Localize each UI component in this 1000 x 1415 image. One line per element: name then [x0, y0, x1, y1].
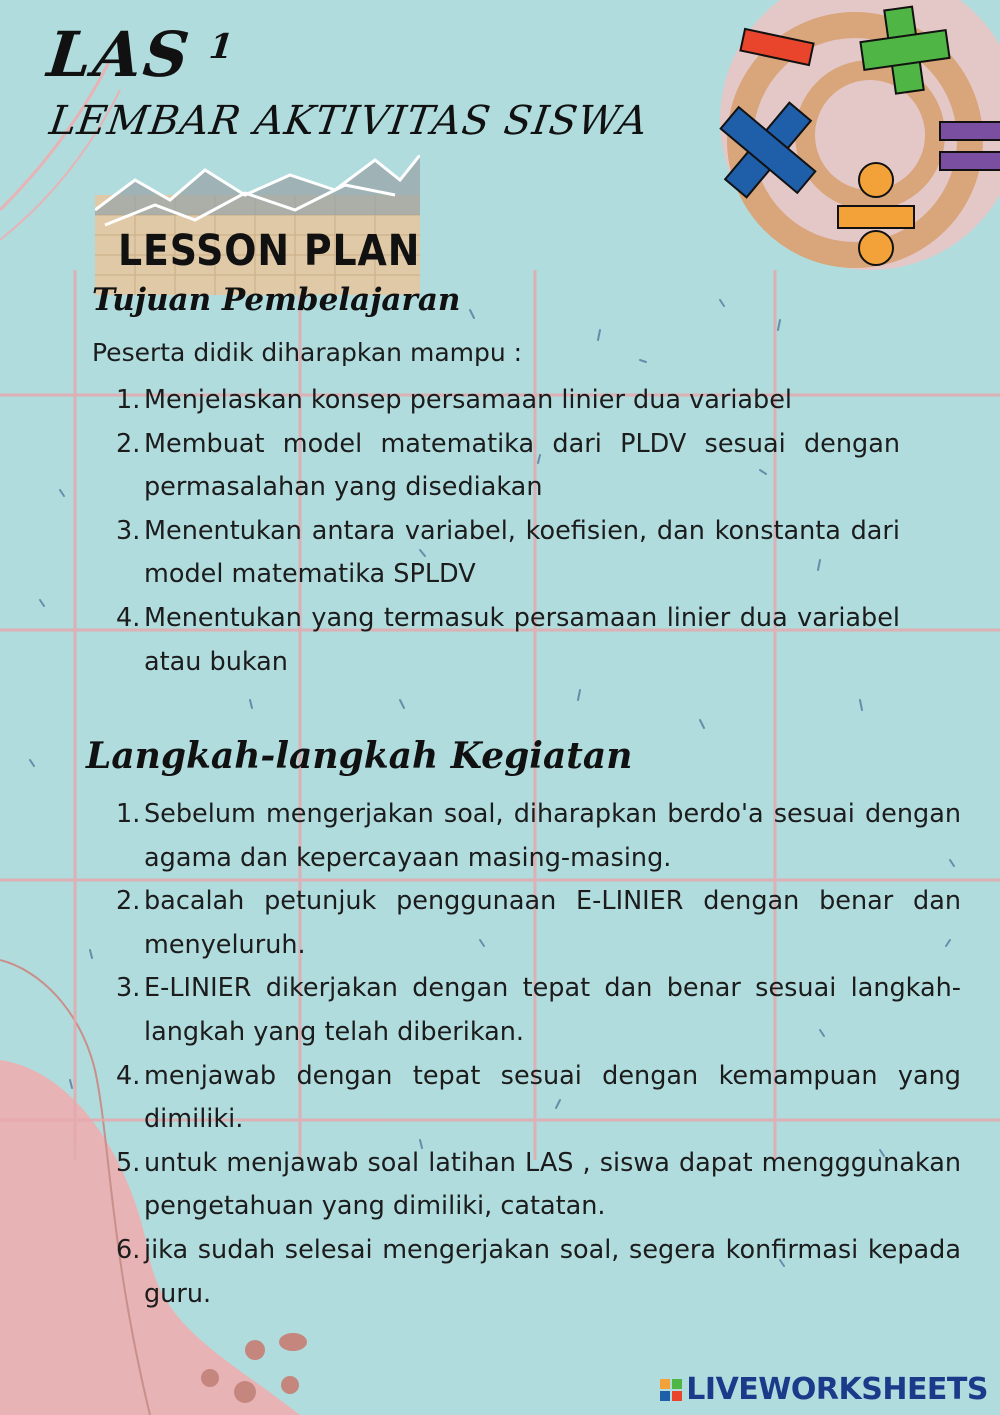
list-item	[116, 1055, 961, 1142]
page-title	[44, 18, 238, 91]
list-item	[116, 967, 961, 1054]
item-text: Menjelaskan konsep persamaan linier dua variabel	[144, 385, 792, 415]
item-text: Sebelum mengerjakan soal, diharapkan berdo'a sesuai dengan agama dan kepercayaan masing-masing.	[144, 799, 961, 873]
list-item	[116, 510, 900, 597]
item-number: 1.	[116, 385, 141, 415]
list-item	[116, 379, 900, 423]
list-item	[116, 793, 961, 880]
item-number: 4.	[116, 1060, 141, 1091]
tujuan-heading: Tujuan Pembelajaran	[92, 282, 461, 318]
list-item	[116, 1229, 961, 1316]
item-text: E-LINIER dikerjakan dengan tepat dan benar sesuai langkah-langkah yang telah diberikan.	[144, 973, 961, 1047]
item-number: 2.	[116, 428, 141, 459]
item-text: menjawab dengan tepat sesuai dengan kemampuan yang dimiliki.	[144, 1060, 961, 1135]
item-text: Membuat model matematika dari PLDV sesuai dengan permasalahan yang disediakan	[144, 428, 900, 503]
langkah-list	[116, 793, 961, 1316]
item-number: 3.	[116, 973, 141, 1004]
list-item	[116, 1142, 961, 1229]
brand-text: LIVEWORKSHEETS	[686, 1372, 988, 1407]
item-number: 6.	[116, 1234, 141, 1265]
list-item	[116, 880, 961, 967]
lesson-plan-label: LESSON PLAN	[118, 226, 421, 276]
item-number: 3.	[116, 515, 141, 546]
item-text: untuk menjawab soal latihan LAS , siswa dapat mengggunakan pengetahuan yang dimiliki, catatan.	[144, 1147, 961, 1222]
title-text: LAS	[44, 18, 195, 91]
item-number: 5.	[116, 1147, 141, 1178]
item-text: Menentukan yang termasuk persamaan linier dua variabel atau bukan	[144, 602, 900, 677]
page-subtitle: LEMBAR AKTIVITAS SISWA	[46, 98, 652, 144]
item-text: jika sudah selesai mengerjakan soal, segera konfirmasi kepada guru.	[144, 1234, 961, 1309]
item-number: 2.	[116, 886, 141, 917]
title-number: 1	[207, 27, 238, 67]
list-item	[116, 597, 900, 684]
item-text: bacalah petunjuk penggunaan E-LINIER dengan benar dan menyeluruh.	[144, 886, 961, 960]
item-text: Menentukan antara variabel, koefisien, dan konstanta dari model matematika SPLDV	[144, 515, 900, 590]
item-number: 4.	[116, 602, 141, 633]
liveworksheets-logo[interactable]	[660, 1372, 988, 1407]
tujuan-intro: Peserta didik diharapkan mampu :	[92, 338, 523, 367]
list-item	[116, 423, 900, 510]
langkah-heading: Langkah-langkah Kegiatan	[86, 735, 633, 777]
item-number: 1.	[116, 799, 141, 829]
liveworksheets-icon	[660, 1379, 682, 1401]
tujuan-list	[116, 379, 900, 684]
